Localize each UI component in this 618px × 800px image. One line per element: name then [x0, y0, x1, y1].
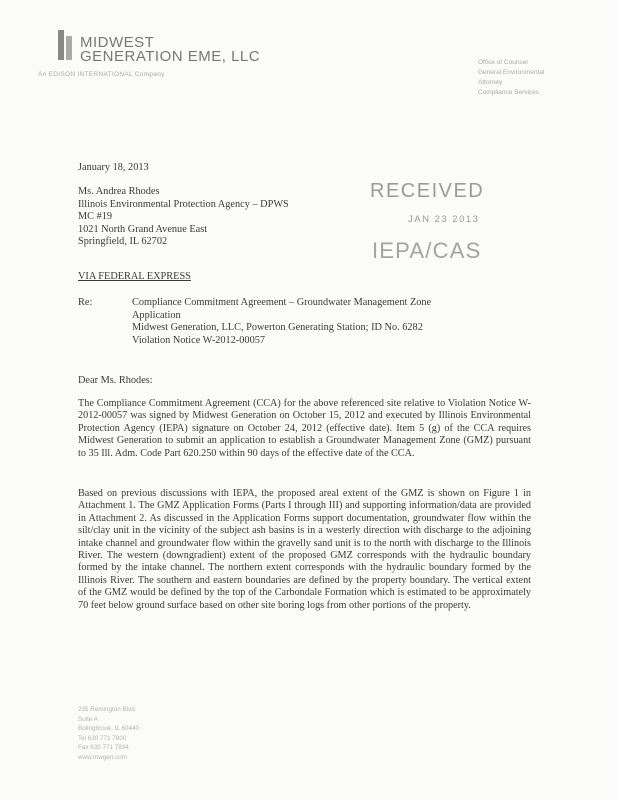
subject-line: Violation Notice W-2012-00057 [132, 334, 266, 346]
footer-line: Fax 630 771 7834 [78, 744, 129, 752]
received-stamp-agency: IEPA/CAS [372, 238, 482, 263]
subject-line: Midwest Generation, LLC, Powerton Generating Station; ID No. 6282 [132, 322, 423, 334]
letterhead-right-line: General Environmental [478, 69, 545, 76]
letterhead-right-block [478, 58, 544, 98]
body-paragraph-1: The Compliance Commitment Agreement (CCA) for the above referenced site relative to Violation Notice W-2012-00057 was signed by Midwest Generation on October 15, 2012 and executed by Illinois Environmental Protection Agency (IEPA) signature on October 24, 2012 (effective date). Item 5 (g) of the CCA requires Midwest Generation to submit an application to establish a Groundwater Management Zone (GMZ) pursuant to 35 Ill. Adm. Code Part 620.250 within 90 days of the effective date of the CCA. [78, 398, 531, 459]
company-logo-mark [58, 30, 76, 60]
footer-line: Suite A [78, 715, 98, 723]
subject-label: Re: [78, 297, 93, 308]
received-stamp-date: JAN 23 2013 [408, 214, 480, 225]
company-name-line2: GENERATION EME, LLC [80, 48, 261, 65]
footer-line: 235 Remington Blvd. [78, 706, 137, 713]
company-subtitle: An EDISON INTERNATIONAL Company [38, 71, 165, 78]
subject-block [132, 297, 431, 347]
recipient-line: Springfield, IL 62702 [78, 236, 168, 247]
subject-line: Compliance Commitment Agreement – Groundwater Management Zone [132, 297, 432, 308]
recipient-line: MC #19 [78, 211, 113, 222]
letterhead-right-line: Office of Counsel [478, 59, 528, 66]
body-paragraph-2: Based on previous discussions with IEPA, the proposed areal extent of the GMZ is shown on Figure 1 in Attachment 1. The GMZ Application Forms (Parts I through III) and supporting information/data are provided in Attachment 2. As discussed in the Application Forms support documentation, groundwater flow within the silt/clay unit in the vicinity of the subject ash basins is in a westerly direction with discharge to the adjoining intake channel and groundwater flow within the gravelly sand unit is to the north with discharge to the Illinois River. The western (downgradient) extent of the proposed GMZ corresponds with the hydraulic boundary formed by the intake channel. The northern extent corresponds with the hydraulic boundary formed by the Illinois River. The southern and eastern boundaries are defined by the property boundary. The vertical extent of the GMZ would be defined by the top of the Carbondale Formation which is estimated to be approximately 70 feet below ground surface based on other site boring logs from other portions of the property. [78, 488, 531, 611]
footer-address [78, 705, 139, 763]
footer-line: Bolingbrook, IL 60440 [78, 725, 140, 733]
subject-line: Application [132, 309, 181, 321]
recipient-line: Ms. Andrea Rhodes [78, 186, 160, 197]
salutation: Dear Ms. Rhodes: [78, 375, 153, 386]
letterhead-right-line: Compliance Services [478, 89, 540, 96]
footer-line: www.mwgen.com [78, 753, 127, 761]
company-name-line1: MIDWEST [80, 34, 155, 51]
recipient-line: 1021 North Grand Avenue East [78, 223, 208, 235]
letter-date: January 18, 2013 [78, 162, 149, 173]
footer-line: Tel 630 771 7800 [78, 734, 127, 742]
received-stamp-title: RECEIVED [370, 180, 485, 202]
recipient-address [78, 186, 289, 249]
recipient-line: Illinois Environmental Protection Agency – DPWS [78, 198, 289, 210]
delivery-method: VIA FEDERAL EXPRESS [78, 271, 191, 282]
letterhead-right-line: Attorney [478, 79, 503, 86]
